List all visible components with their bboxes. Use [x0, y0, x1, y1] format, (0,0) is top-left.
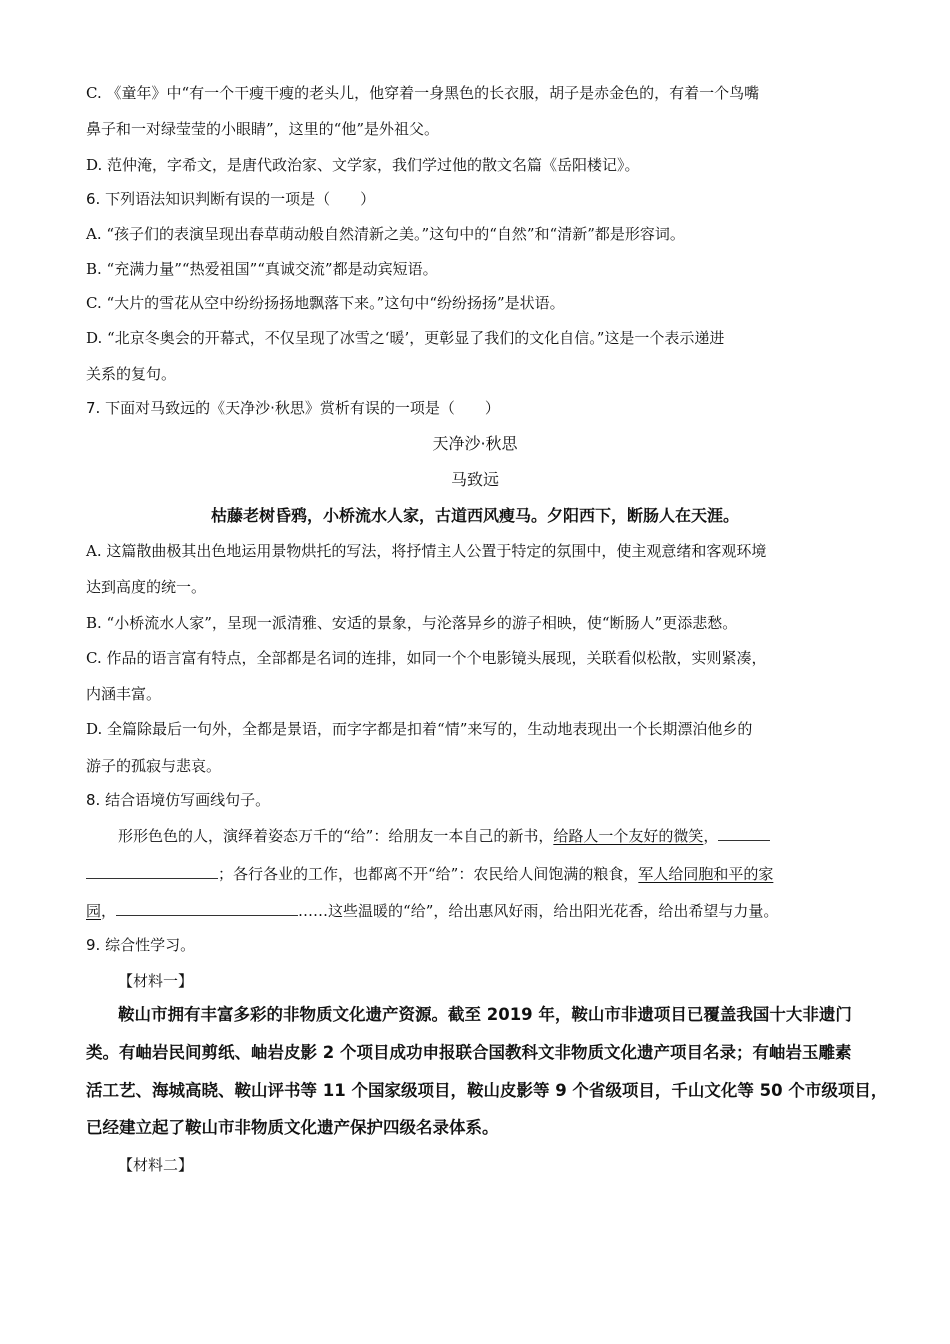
q8-passage-line3 [86, 901, 778, 921]
q8-answer-blank-1b[interactable] [86, 864, 218, 879]
q6-option-c: C. “大片的雪花从空中纷纷扬扬地飘落下来。”这句中“纷纷扬扬”是状语。 [86, 294, 565, 312]
q8-text: 形形色色的人，演绎着姿态万千的“给”：给朋友一本自己的新书， [118, 827, 554, 845]
q5-option-d: D. 范仲淹，字希文，是唐代政治家、文学家，我们学过他的散文名篇《岳阳楼记》。 [86, 156, 640, 174]
q6-option-a: A. “孩子们的表演呈现出春草萌动般自然清新之美。”这句中的“自然”和“清新”都是形容词。 [86, 225, 685, 243]
q8-passage-line1 [118, 826, 770, 846]
q8-underlined-sentence-2-end: 园 [86, 902, 102, 920]
q8-stem: 8. 结合语境仿写画线句子。 [86, 791, 271, 809]
material-2-label: 【材料二】 [118, 1156, 194, 1174]
q7-option-c-line2: 内涵丰富。 [86, 685, 162, 703]
q8-answer-blank-1a[interactable] [718, 826, 770, 841]
q8-text: ， [703, 827, 719, 845]
q8-text: ， [101, 902, 117, 920]
q8-underlined-sentence-2: 军人给同胞和平的家 [638, 865, 774, 883]
q9-stem: 9. 综合性学习。 [86, 936, 196, 954]
q6-stem: 6. 下列语法知识判断有误的一项是（ ） [86, 190, 376, 208]
q5-option-c-line2: 鼻子和一对绿莹莹的小眼睛”，这里的“他”是外祖父。 [86, 120, 440, 138]
poem-title: 天净沙·秋思 [432, 434, 518, 453]
material-1-label: 【材料一】 [118, 972, 194, 990]
material-1-line2: 类。有岫岩民间剪纸、岫岩皮影 2 个项目成功申报联合国教科文非物质文化遗产项目名录；有岫岩玉雕素 [86, 1043, 852, 1062]
q5-option-c-line1: C. 《童年》中“有一个干瘦干瘦的老头儿，他穿着一身黑色的长衣服，胡子是赤金色的，有着一个鸟嘴 [86, 84, 760, 102]
q7-stem: 7. 下面对马致远的《天净沙·秋思》赏析有误的一项是（ ） [86, 399, 500, 417]
q6-option-d-line1: D. “北京冬奥会的开幕式，不仅呈现了冰雪之‘暖’，更彰显了我们的文化自信。”这是一个表示递进 [86, 329, 725, 347]
q8-text: ；各行各业的工作，也都离不开“给”：农民给人间饱满的粮食， [218, 865, 639, 883]
q7-option-d-line2: 游子的孤寂与悲哀。 [86, 757, 222, 775]
material-1-line1: 鞍山市拥有丰富多彩的非物质文化遗产资源。截至 2019 年，鞍山市非遗项目已覆盖我国十大非遗门 [118, 1005, 852, 1024]
q8-text: ……这些温暖的“给”，给出惠风好雨，给出阳光花香，给出希望与力量。 [298, 902, 779, 920]
q8-answer-blank-2[interactable] [116, 901, 298, 916]
q7-option-a-line2: 达到高度的统一。 [86, 578, 207, 596]
poem-author: 马致远 [450, 470, 499, 489]
q7-option-c-line1: C. 作品的语言富有特点，全部都是名词的连排，如同一个个电影镜头展现，关联看似松散，实则紧凑， [86, 649, 767, 667]
q7-option-d-line1: D. 全篇除最后一句外，全都是景语，而字字都是扣着“情”来写的，生动地表现出一个长期漂泊他乡的 [86, 720, 753, 738]
q7-option-a-line1: A. 这篇散曲极其出色地运用景物烘托的写法，将抒情主人公置于特定的氛围中，使主观意绪和客观环境 [86, 542, 767, 560]
q8-underlined-sentence-1: 给路人一个友好的微笑 [553, 827, 704, 845]
q6-option-b: B. “充满力量”“热爱祖国”“真诚交流”都是动宾短语。 [86, 260, 438, 278]
poem-text: 枯藤老树昏鸦，小桥流水人家，古道西风瘦马。夕阳西下，断肠人在天涯。 [210, 506, 739, 525]
material-1-line4: 已经建立起了鞍山市非物质文化遗产保护四级名录体系。 [86, 1118, 499, 1137]
q8-passage-line2 [86, 864, 773, 884]
q6-option-d-line2: 关系的复句。 [86, 365, 177, 383]
material-1-line3: 活工艺、海城高晓、鞍山评书等 11 个国家级项目，鞍山皮影等 9 个省级项目，千山文化等 50 个市级项目， [86, 1081, 888, 1100]
q7-option-b: B. “小桥流水人家”，呈现一派清雅、安适的景象，与沦落异乡的游子相映，使“断肠人”更添悲愁。 [86, 614, 738, 632]
